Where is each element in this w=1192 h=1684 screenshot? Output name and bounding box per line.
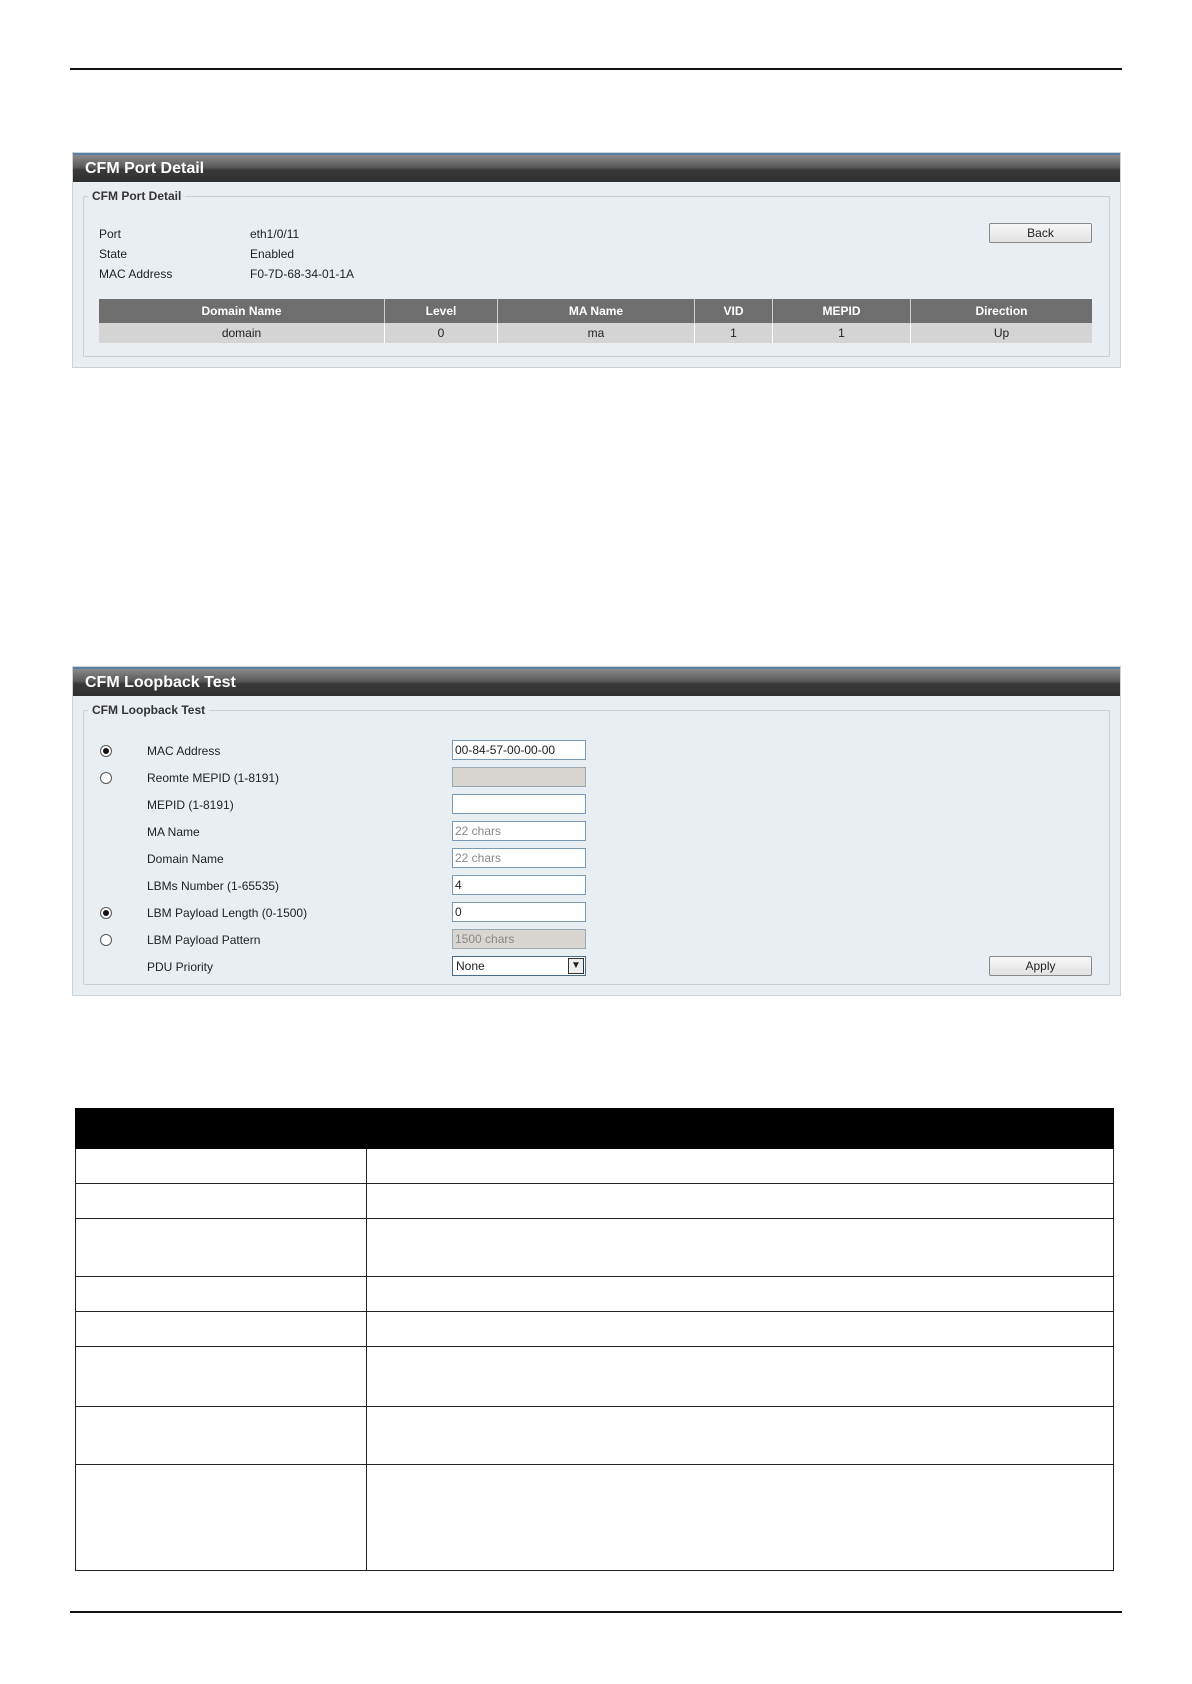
remote-mepid-input[interactable]	[452, 767, 586, 787]
table-row	[76, 1277, 1114, 1312]
remote-mepid-radio[interactable]	[100, 772, 112, 784]
table-row	[76, 1312, 1114, 1347]
mac-address-label: MAC Address	[99, 267, 173, 281]
col-level: Level	[385, 299, 498, 323]
payload-length-input[interactable]	[452, 902, 586, 922]
bottom-rule	[70, 1611, 1122, 1613]
payload-pattern-radio[interactable]	[100, 934, 112, 946]
chevron-down-icon[interactable]: ▼	[568, 958, 584, 974]
remote-mepid-label: Reomte MEPID (1-8191)	[147, 771, 280, 785]
col-domain-name: Domain Name	[99, 299, 385, 323]
back-button[interactable]: Back	[989, 223, 1092, 243]
cell-ma-name: ma	[498, 323, 695, 343]
state-value: Enabled	[250, 247, 295, 261]
description-header-col2	[367, 1109, 1114, 1149]
ma-name-input[interactable]	[452, 821, 586, 841]
mac-address-radio[interactable]	[100, 745, 112, 757]
loopback-title: CFM Loopback Test	[73, 667, 1120, 696]
mepid-label: MEPID (1-8191)	[147, 798, 234, 812]
pdu-priority-value: None	[456, 959, 485, 973]
port-label: Port	[99, 227, 122, 241]
payload-pattern-label: LBM Payload Pattern	[147, 933, 261, 947]
col-vid: VID	[695, 299, 773, 323]
cell-vid: 1	[695, 323, 773, 343]
cfm-port-table	[99, 299, 1092, 343]
top-rule	[70, 68, 1122, 70]
description-header-row	[76, 1109, 1114, 1149]
mac-address-input[interactable]	[452, 740, 586, 760]
port-detail-panel	[72, 152, 1121, 368]
cell-mepid: 1	[773, 323, 911, 343]
pdu-priority-select[interactable]	[452, 956, 586, 976]
loopback-panel	[72, 666, 1121, 996]
domain-name-input[interactable]	[452, 848, 586, 868]
col-mepid: MEPID	[773, 299, 911, 323]
col-direction: Direction	[911, 299, 1093, 323]
table-row	[76, 1219, 1114, 1277]
table-row	[76, 1149, 1114, 1184]
port-detail-title: CFM Port Detail	[73, 153, 1120, 182]
payload-pattern-input[interactable]	[452, 929, 586, 949]
mac-address-label: MAC Address	[147, 744, 221, 758]
cell-level: 0	[385, 323, 498, 343]
table-row	[99, 323, 1092, 343]
state-label: State	[99, 247, 128, 261]
lbms-number-input[interactable]	[452, 875, 586, 895]
ma-name-label: MA Name	[147, 825, 200, 839]
payload-length-radio[interactable]	[100, 907, 112, 919]
lbms-number-label: LBMs Number (1-65535)	[147, 879, 280, 893]
loopback-legend: CFM Loopback Test	[92, 703, 206, 717]
port-detail-legend: CFM Port Detail	[92, 189, 182, 203]
table-row	[76, 1347, 1114, 1407]
table-header-row	[99, 299, 1092, 323]
description-header-col1	[76, 1109, 367, 1149]
description-table	[75, 1108, 1114, 1571]
mac-address-value: F0-7D-68-34-01-1A	[250, 267, 355, 281]
port-value: eth1/0/11	[250, 227, 300, 241]
apply-button[interactable]: Apply	[989, 956, 1092, 976]
domain-name-label: Domain Name	[147, 852, 224, 866]
col-ma-name: MA Name	[498, 299, 695, 323]
pdu-priority-label: PDU Priority	[147, 960, 214, 974]
table-row	[76, 1465, 1114, 1571]
cell-direction: Up	[911, 323, 1093, 343]
table-row	[76, 1407, 1114, 1465]
payload-length-label: LBM Payload Length (0-1500)	[147, 906, 308, 920]
cell-domain-name: domain	[99, 323, 385, 343]
mepid-input[interactable]	[452, 794, 586, 814]
table-row	[76, 1184, 1114, 1219]
